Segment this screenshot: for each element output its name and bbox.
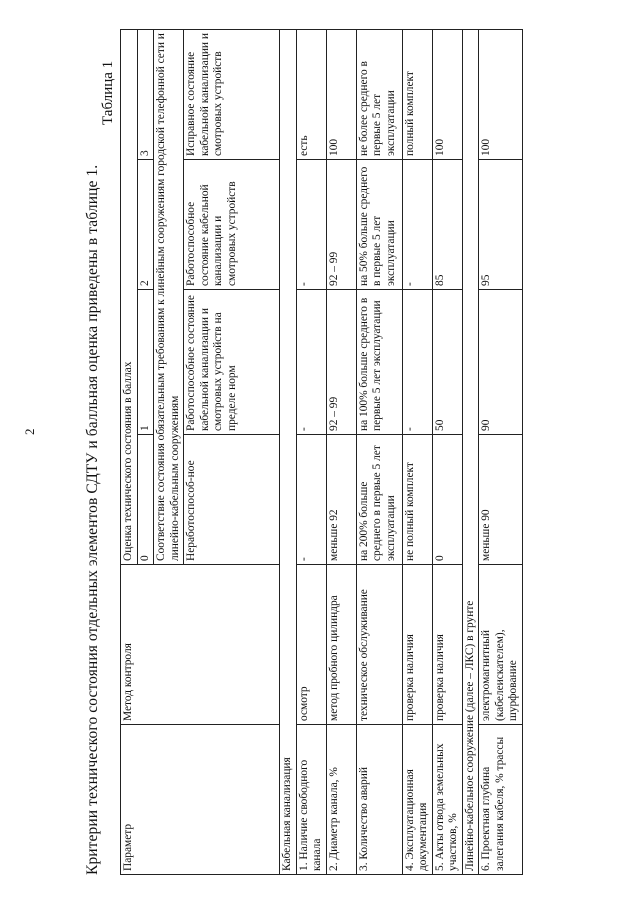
row-score-2: 85 xyxy=(432,160,462,290)
row-method: проверка наличия xyxy=(402,565,432,725)
header-score-title: Оценка технического состояния в баллах xyxy=(121,30,138,565)
header-method: Метод контроля xyxy=(121,565,280,725)
row-score-1: - xyxy=(402,290,432,435)
row-score-0: меньше 92 xyxy=(326,435,356,565)
table-row xyxy=(296,30,326,875)
section-title: Кабельная канализация xyxy=(280,30,297,875)
row-score-1: 50 xyxy=(432,290,462,435)
row-score-3: 100 xyxy=(326,30,356,160)
row-score-0: - xyxy=(296,435,326,565)
row-param: 2. Диаметр канала, % xyxy=(326,725,356,875)
row-method: электромагнитный (кабелеискателем), шурфование xyxy=(479,565,523,725)
row-param: 3. Количество аварий xyxy=(356,725,402,875)
row-param: 1. Наличие свободного канала xyxy=(296,725,326,875)
row-score-3: 100 xyxy=(432,30,462,160)
row-score-3: не более среднего в первые 5 лет эксплуатации xyxy=(356,30,402,160)
table-row xyxy=(479,30,523,875)
row-score-2: 92 – 99 xyxy=(326,160,356,290)
row-score-3: полный комплект xyxy=(402,30,432,160)
row-score-1: - xyxy=(296,290,326,435)
score-col-1: 1 xyxy=(137,290,154,435)
document-heading: Критерии технического состояния отдельных элементов СДТУ и балльная оценка приведены в таблице 1. xyxy=(84,164,101,875)
table-label: Таблица 1 xyxy=(100,60,116,125)
state-1: Работоспособное состояние кабельной канализации и смотровых устройств на пределе норм xyxy=(184,290,280,435)
row-score-2: на 50% больше среднего в первые 5 лет эксплуатации xyxy=(356,160,402,290)
row-method: метод пробного цилиндра xyxy=(326,565,356,725)
row-score-2: - xyxy=(402,160,432,290)
row-score-0: не полный комплект xyxy=(402,435,432,565)
header-compliance: Соответствие состояния обязательным требованиям к линейным сооружениям городской телефонной сети и линейно-кабельным сооружениям xyxy=(154,30,184,565)
row-score-2: - xyxy=(296,160,326,290)
row-score-0: меньше 90 xyxy=(479,435,523,565)
row-score-2: 95 xyxy=(479,160,523,290)
criteria-table xyxy=(120,29,523,875)
row-score-3: 100 xyxy=(479,30,523,160)
row-score-1: на 100% больше среднего в первые 5 лет эксплуатации xyxy=(356,290,402,435)
section-title: Линейно-кабельное сооружение (далее – ЛКС) в грунте xyxy=(462,30,479,875)
table-row xyxy=(402,30,432,875)
table-row xyxy=(432,30,462,875)
score-col-3: 3 xyxy=(137,30,154,160)
state-3: Исправное состояние кабельной канализации и смотровых устройств xyxy=(184,30,280,160)
header-param: Параметр xyxy=(121,725,280,875)
page-number: 2 xyxy=(22,428,37,435)
row-method: осмотр xyxy=(296,565,326,725)
score-col-0: 0 xyxy=(137,435,154,565)
row-score-0: на 200% больше среднего в первые 5 лет эксплуатации xyxy=(356,435,402,565)
state-2: Работоспособное состояние кабельной канализации и смотровых устройств xyxy=(184,160,280,290)
row-param: 4. Эксплуатационная документация xyxy=(402,725,432,875)
table-row xyxy=(326,30,356,875)
row-score-0: 0 xyxy=(432,435,462,565)
score-col-2: 2 xyxy=(137,160,154,290)
row-score-3: есть xyxy=(296,30,326,160)
table-row xyxy=(356,30,402,875)
row-method: проверка наличия xyxy=(432,565,462,725)
row-score-1: 92 – 99 xyxy=(326,290,356,435)
row-score-1: 90 xyxy=(479,290,523,435)
row-param: 5. Акты отвода земельных участков, % xyxy=(432,725,462,875)
row-method: техническое обслуживание xyxy=(356,565,402,725)
row-param: 6. Проектная глубина залегания кабеля, % трассы xyxy=(479,725,523,875)
state-0: Неработоспособ-ное xyxy=(184,435,280,565)
